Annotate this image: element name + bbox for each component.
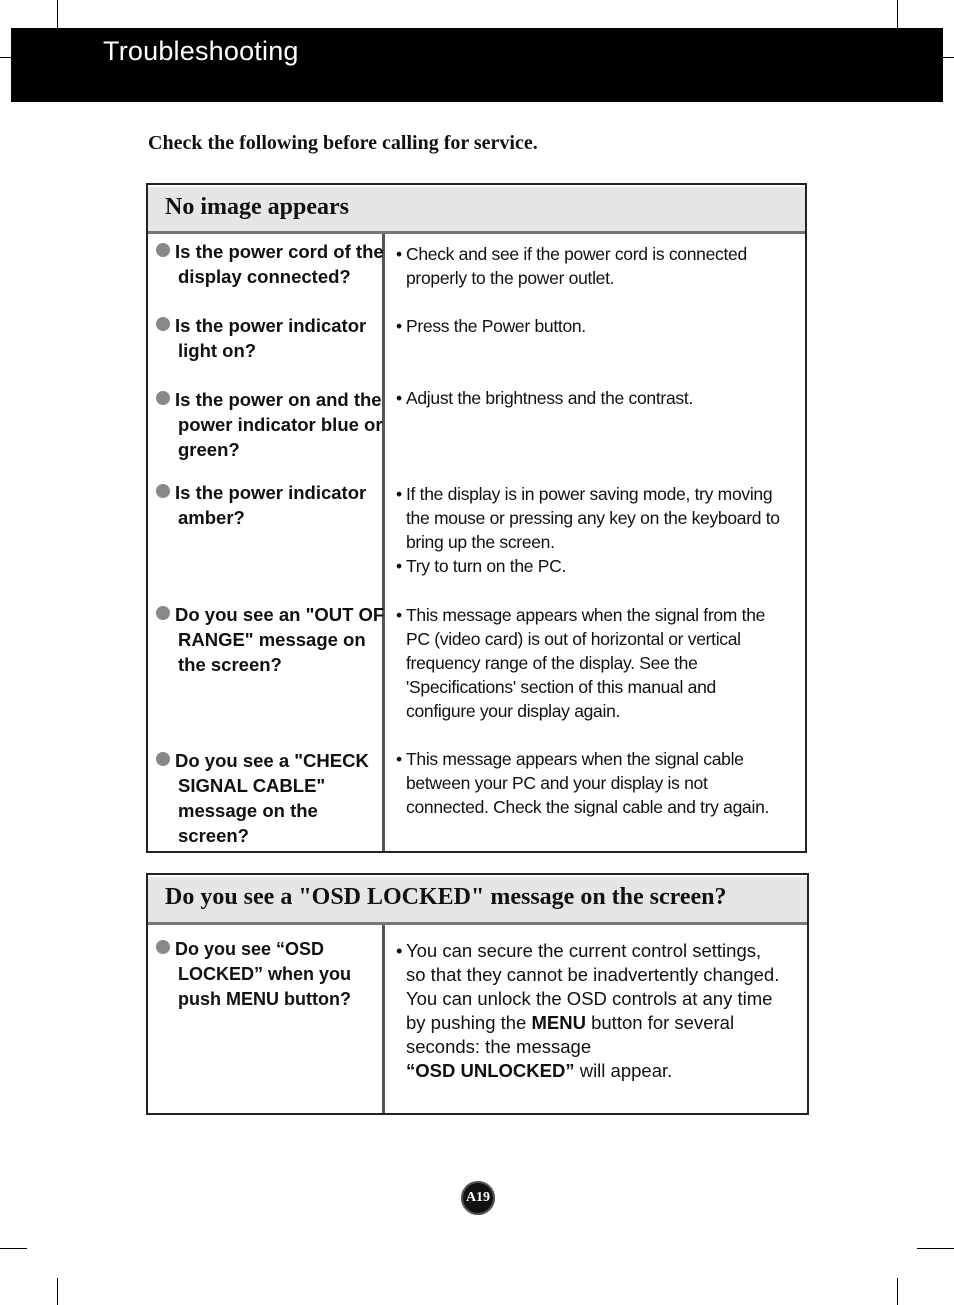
crop-mark xyxy=(897,0,898,28)
answer-text: Try to turn on the PC. xyxy=(406,556,567,576)
answer-text xyxy=(406,1011,796,1035)
section-title-text: Do you see a "OSD LOCKED" message on the screen? xyxy=(165,884,727,910)
bullet-circle-icon xyxy=(156,243,170,257)
bullet-circle-icon xyxy=(156,752,170,766)
question-text: Is the power indicator xyxy=(175,315,367,336)
question-text: RANGE" message on xyxy=(178,629,366,650)
menu-keyword: MENU xyxy=(531,1012,586,1033)
question-item xyxy=(156,239,384,289)
question-text: screen? xyxy=(178,825,249,846)
answer-text: Check and see if the power cord is connected xyxy=(406,244,747,264)
answer-text-segment: will appear. xyxy=(574,1060,673,1081)
answer-item xyxy=(396,242,806,290)
crop-mark xyxy=(57,1278,58,1305)
intro-text: Check the following before calling for service. xyxy=(148,132,538,154)
page-number: A19 xyxy=(465,1190,491,1205)
question-text: SIGNAL CABLE" xyxy=(178,775,326,796)
answer-text: Press the Power button. xyxy=(406,316,586,336)
question-text: Do you see “OSD xyxy=(175,939,325,959)
answer-text: properly to the power outlet. xyxy=(406,268,615,288)
answer-text: You can secure the current control settings, xyxy=(406,940,762,961)
question-item xyxy=(156,480,384,530)
section-title xyxy=(148,875,807,925)
question-text: display connected? xyxy=(178,266,351,287)
answer-text: If the display is in power saving mode, try moving xyxy=(406,484,773,504)
answer-text: You can unlock the OSD controls at any time xyxy=(406,988,773,1009)
question-text: Is the power cord of the xyxy=(175,241,384,262)
bullet-circle-icon xyxy=(156,317,170,331)
bullet-dot-icon: • xyxy=(396,388,402,408)
answer-text: This message appears when the signal cable xyxy=(406,749,744,769)
question-item xyxy=(156,387,384,462)
question-text: light on? xyxy=(178,340,257,361)
question-text: Do you see a "CHECK xyxy=(175,750,369,771)
question-item xyxy=(156,602,386,677)
answer-text: PC (video card) is out of horizontal or vertical xyxy=(406,629,741,649)
question-text: the screen? xyxy=(178,654,282,675)
bullet-circle-icon xyxy=(156,940,170,954)
section-title-text: No image appears xyxy=(165,194,349,220)
section-title xyxy=(148,185,805,234)
bullet-dot-icon: • xyxy=(396,605,402,625)
question-item xyxy=(156,748,384,848)
answer-text: configure your display again. xyxy=(406,701,621,721)
answer-item xyxy=(396,939,796,1083)
answer-text: frequency range of the display. See the xyxy=(406,653,698,673)
question-text: message on the xyxy=(178,800,318,821)
crop-mark xyxy=(57,0,58,28)
question-text: power indicator blue or xyxy=(178,414,383,435)
section-osd-locked xyxy=(146,873,809,1115)
question-text: push MENU button? xyxy=(178,989,351,1009)
answer-text: the mouse or pressing any key on the keyboard to xyxy=(406,508,780,528)
bullet-dot-icon: • xyxy=(396,244,402,264)
answer-item xyxy=(396,314,806,338)
section-no-image xyxy=(146,183,807,853)
answer-item xyxy=(396,482,806,578)
answer-text: seconds: the message xyxy=(406,1036,592,1057)
question-item xyxy=(156,937,384,1012)
bullet-dot-icon: • xyxy=(396,556,402,576)
question-text: green? xyxy=(178,439,240,460)
answer-text: connected. Check the signal cable and try again. xyxy=(406,797,770,817)
answer-item xyxy=(396,747,806,819)
bullet-circle-icon xyxy=(156,484,170,498)
answer-text-segment: by pushing the xyxy=(406,1012,532,1033)
question-text: Do you see an "OUT OF xyxy=(175,604,385,625)
answer-text: bring up the screen. xyxy=(406,532,555,552)
question-text: LOCKED” when you xyxy=(178,964,352,984)
question-item xyxy=(156,313,384,363)
bullet-circle-icon xyxy=(156,391,170,405)
answer-text xyxy=(406,1059,796,1083)
question-text: amber? xyxy=(178,507,245,528)
page-number-badge xyxy=(461,1181,495,1215)
answer-text: 'Specifications' section of this manual and xyxy=(406,677,716,697)
answer-text: between your PC and your display is not xyxy=(406,773,708,793)
question-text: Is the power on and the xyxy=(175,389,382,410)
crop-mark xyxy=(897,1278,898,1305)
bullet-dot-icon: • xyxy=(396,749,402,769)
bullet-dot-icon: • xyxy=(396,940,403,961)
bullet-dot-icon: • xyxy=(396,484,402,504)
answer-item xyxy=(396,603,806,723)
answer-text: This message appears when the signal from the xyxy=(406,605,766,625)
answer-text: so that they cannot be inadvertently changed. xyxy=(406,964,780,985)
crop-mark xyxy=(0,57,11,58)
answer-text: Adjust the brightness and the contrast. xyxy=(406,388,693,408)
answer-text-segment: button for several xyxy=(585,1012,735,1033)
bullet-dot-icon: • xyxy=(396,316,402,336)
crop-mark xyxy=(917,1248,954,1249)
bullet-circle-icon xyxy=(156,606,170,620)
crop-mark xyxy=(0,1248,27,1249)
answer-item xyxy=(396,386,806,410)
crop-mark xyxy=(943,57,954,58)
osd-unlocked-keyword: “OSD UNLOCKED” xyxy=(406,1060,575,1081)
question-text: Is the power indicator xyxy=(175,482,367,503)
page-title: Troubleshooting xyxy=(103,36,299,66)
